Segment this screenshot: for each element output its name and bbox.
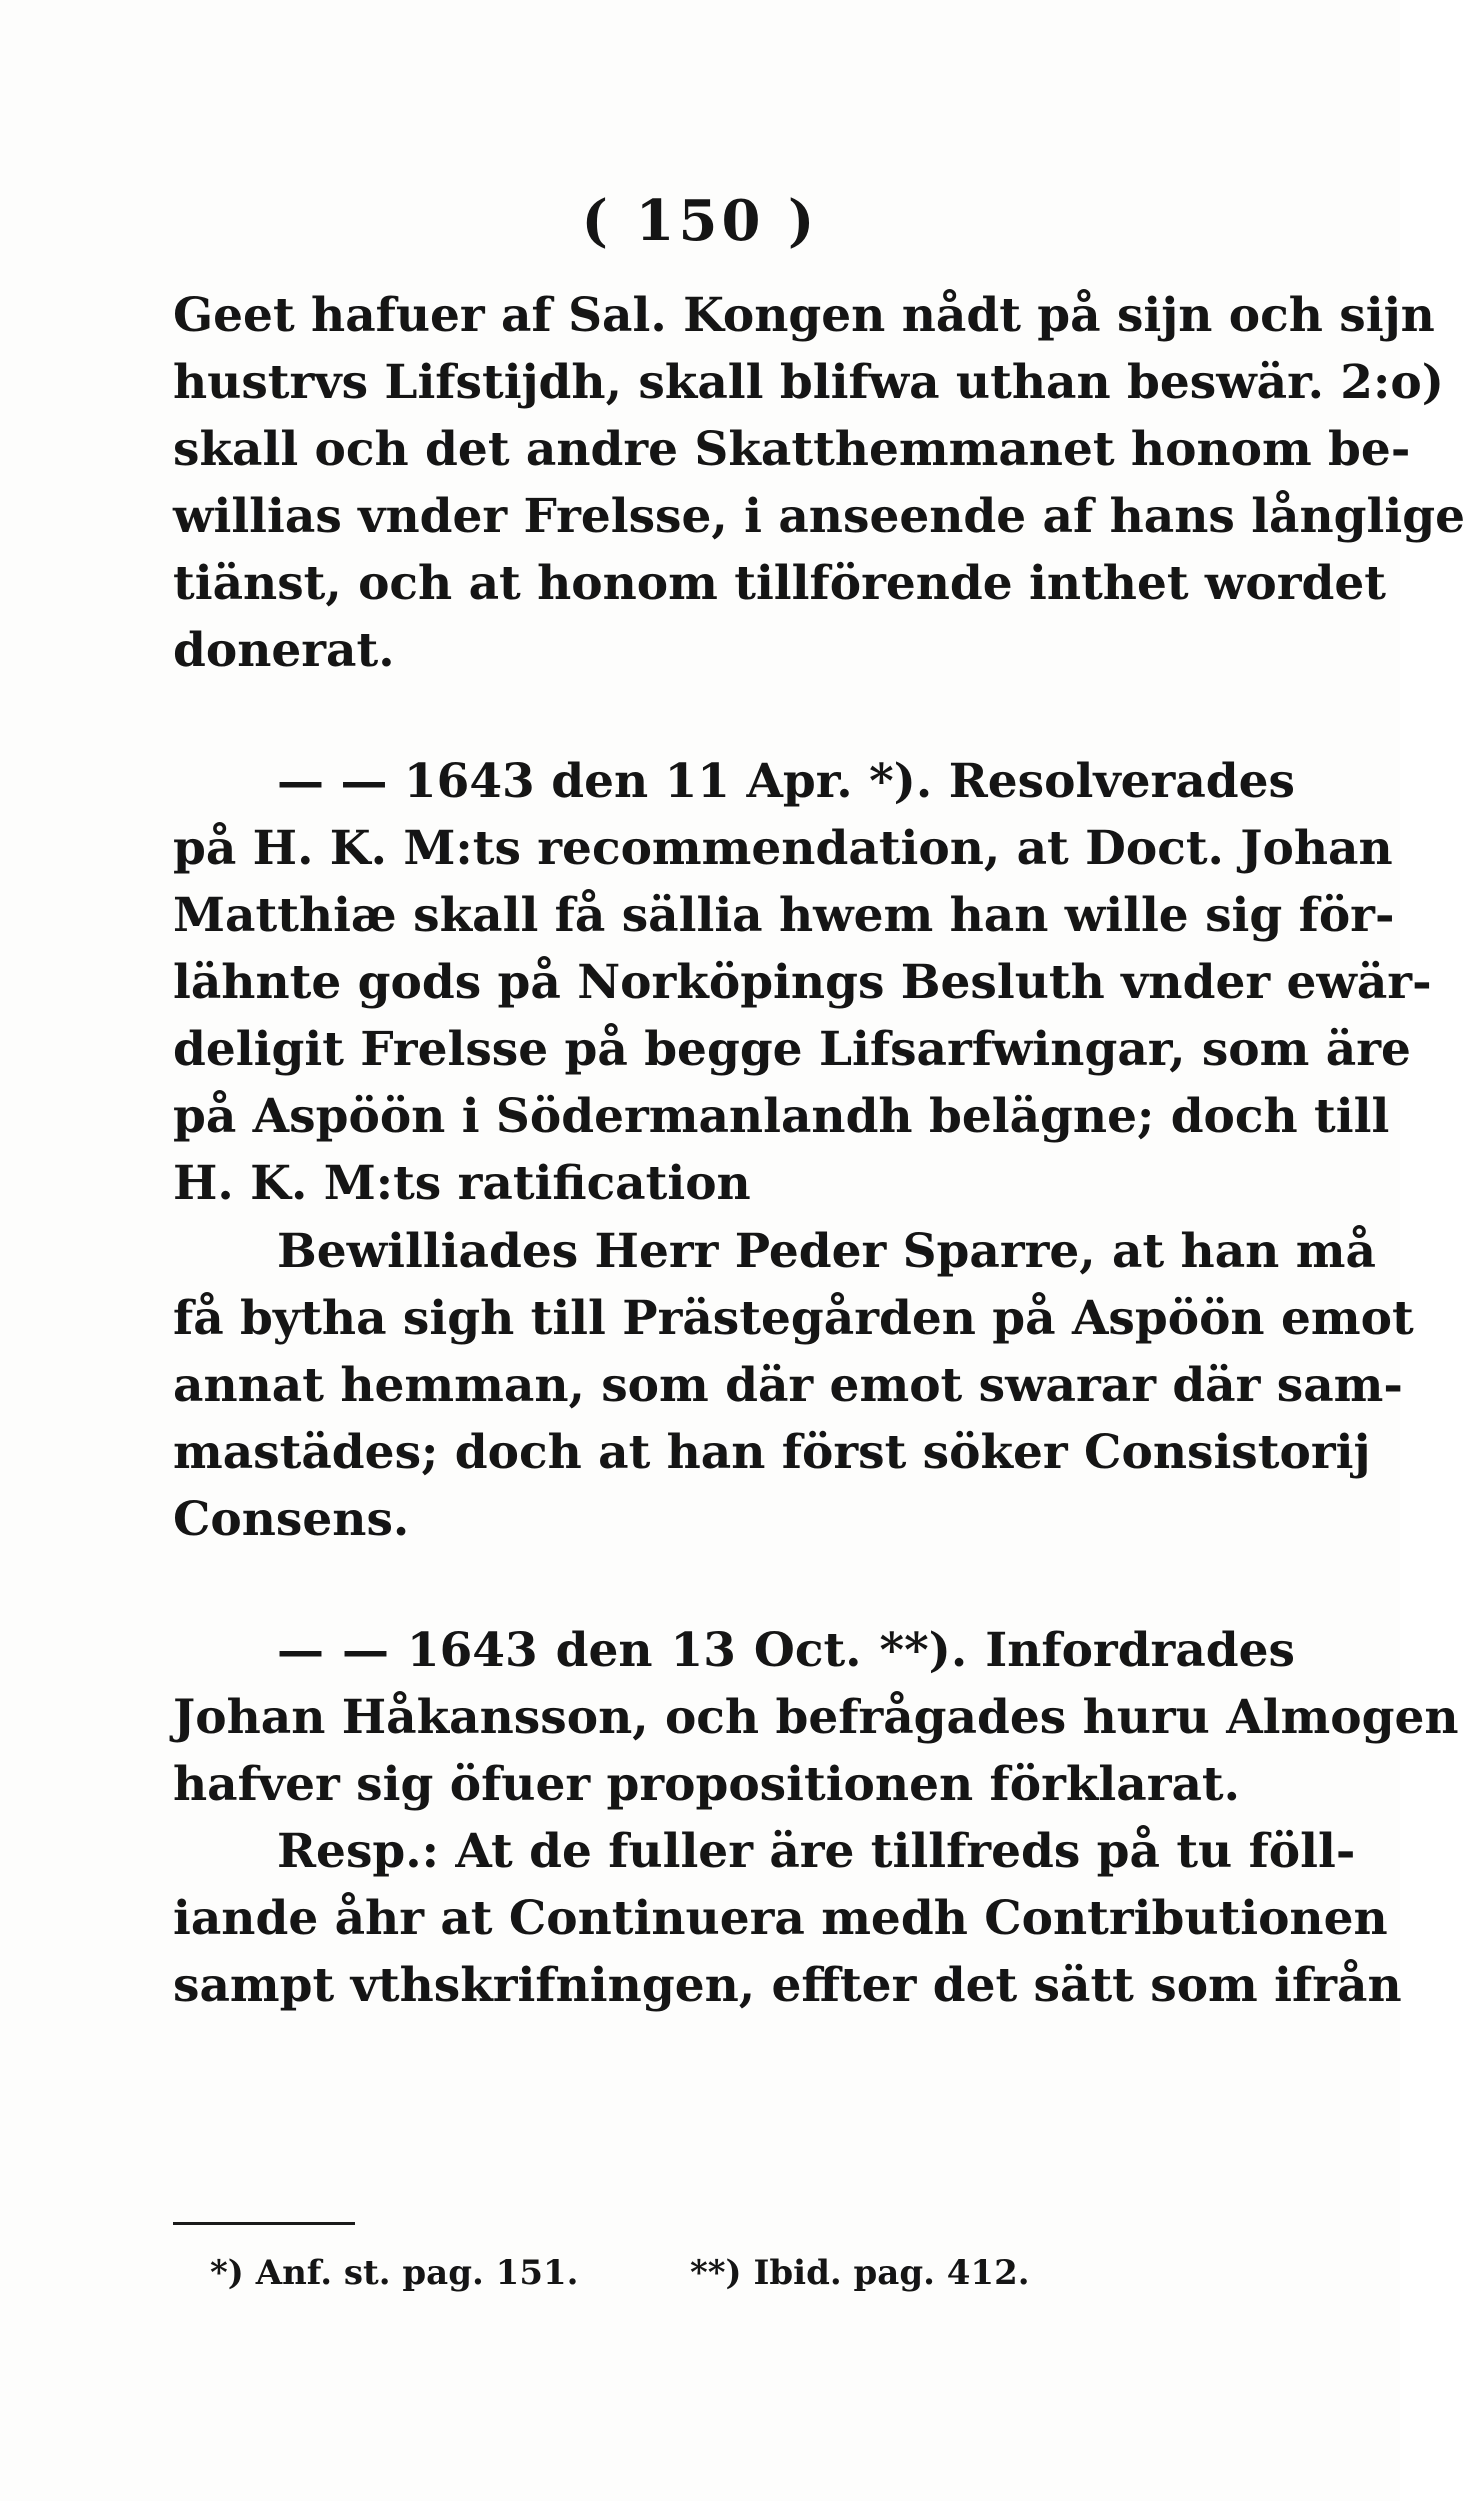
text-line: Johan Håkansson, och befrågades huru Almogen — [173, 1690, 1459, 1745]
text-line: på H. K. M:ts recommendation, at Doct. Johan — [173, 821, 1393, 876]
text-line: Consens. — [173, 1492, 410, 1547]
text-line: deligit Frelsse på begge Lifsarfwingar, som äre — [173, 1022, 1411, 1077]
text-line: skall och det andre Skatthemmanet honom be- — [173, 422, 1411, 477]
text-line: hafver sig öfuer propositionen förklarat. — [173, 1757, 1241, 1812]
text-line: Matthiæ skall få sällia hwem han wille sig för- — [173, 888, 1395, 943]
footnote-rule — [173, 2222, 355, 2225]
text-line: få bytha sigh till Prästegården på Aspöön emot — [173, 1291, 1414, 1346]
text-line: på Aspöön i Södermanlandh belägne; doch till — [173, 1089, 1390, 1144]
text-line: H. K. M:ts ratification — [173, 1156, 751, 1211]
text-line: iande åhr at Continuera medh Contributionen — [173, 1891, 1388, 1946]
text-line: hustrvs Lifstijdh, skall blifwa uthan beswär. 2:o) — [173, 355, 1444, 410]
footnote: **) Ibid. pag. 412. — [690, 2253, 1030, 2293]
text-line: donerat. — [173, 623, 395, 678]
text-line: — — 1643 den 13 Oct. **). Infordrades — [277, 1623, 1295, 1678]
footnote: *) Anf. st. pag. 151. — [210, 2253, 579, 2293]
text-line: willias vnder Frelsse, i anseende af hans långlige — [173, 489, 1465, 544]
text-line: tiänst, och at honom tillförende inthet wordet — [173, 556, 1386, 611]
text-line: annat hemman, som där emot swarar där sam- — [173, 1358, 1403, 1413]
text-line: Geet hafuer af Sal. Kongen nådt på sijn och sijn — [173, 288, 1435, 343]
text-line: mastädes; doch at han först söker Consistorij — [173, 1425, 1371, 1480]
text-line: lähnte gods på Norköpings Besluth vnder ewär- — [173, 955, 1432, 1010]
text-line: — — 1643 den 11 Apr. *). Resolverades — [277, 754, 1295, 809]
text-line: sampt vthskrifningen, effter det sätt som ifrån — [173, 1958, 1402, 2013]
text-line: Bewilliades Herr Peder Sparre, at han må — [277, 1224, 1376, 1279]
text-line: Resp.: At de fuller äre tillfreds på tu föll- — [277, 1824, 1356, 1879]
page-number: ( 150 ) — [581, 188, 819, 254]
